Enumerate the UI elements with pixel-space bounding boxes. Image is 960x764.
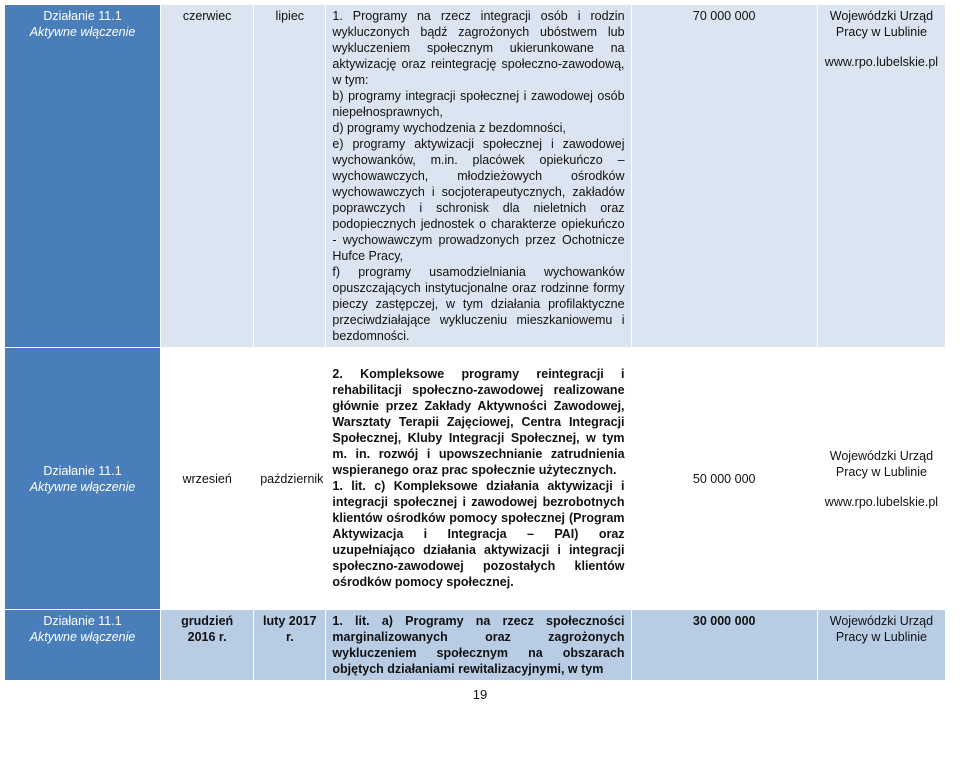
action-title: Działanie 11.1 (43, 614, 122, 628)
action-cell (5, 5, 161, 348)
action-title: Działanie 11.1 (43, 9, 122, 23)
start-month: wrzesień (182, 471, 232, 486)
action-cell (5, 610, 161, 681)
description-paragraph: 1. Programy na rzecz integracji osób i rodzin wykluczonych bądź zagrożonych ubóstwem lub wykluczeniem społecznym ukierunkowane na aktywizację oraz reintegrację społeczno-zawodową, w tym: (332, 9, 625, 87)
start-month: grudzień 2016 r. (181, 614, 234, 644)
amount-cell (631, 348, 817, 610)
institution-name: Wojewódzki Urząd Pracy w Lublinie (829, 9, 934, 39)
institution-name: Wojewódzki Urząd Pracy w Lublinie (829, 614, 934, 644)
institution-name: Wojewódzki Urząd Pracy w Lublinie (829, 448, 934, 479)
institution-cell (817, 348, 945, 610)
start-month-cell (161, 610, 254, 681)
description-paragraph: 2. Kompleksowe programy reintegracji i rehabilitacji społeczno-zawodowej realizowane głównie przez Zakłady Aktywności Zawodowej, Warsztaty Terapii Zajęciowej, Centra Integracji Społecznej, Kluby Integracji Społecznej, w tym m. in. rozwój i upowszechnianie zatrudnienia wspieranego oraz prac społecznie użytecznych. (332, 367, 625, 477)
table-row (5, 348, 946, 610)
end-month-cell (254, 610, 326, 681)
description-paragraph: f) programy usamodzielniania wychowanków opuszczających instytucjonalne oraz rodzinne formy pieczy zastępczej, w tym działania profilaktyczne przeciwdziałające wykluczeniu mieszkaniowemu i bezdomności. (332, 265, 625, 343)
description-paragraph: 1. lit. c) Kompleksowe działania aktywizacji i integracji społecznej i zawodowej bezrobotnych klientów ośrodków pomocy społecznej (Program Aktywizacja i Integracja – PAI) oraz uzupełniająco działania aktywizacji i integracji społeczno-zawodowej pozostałych klientów ośrodków pomocy społecznej. (332, 479, 625, 589)
table-row (5, 5, 946, 348)
description-paragraph: d) programy wychodzenia z bezdomności, (332, 121, 566, 135)
description-paragraph: b) programy integracji społecznej i zawodowej osób niepełnosprawnych, (332, 89, 625, 119)
amount-value: 70 000 000 (692, 9, 756, 23)
description-paragraph: e) programy aktywizacji społecznej i zawodowej wychowanków, m.in. placówek opiekuńczo – wychowawczych, młodzieżowych ośrodków wychowawczych i socjoterapeutycznych, zakładów poprawczych i schronisk dla nieletnich oraz podopiecznych jednostek o charakterze opiekuńczo - wychowawczym prowadzonych przez Ochotnicze Hufce Pracy, (332, 137, 625, 263)
start-month: czerwiec (182, 9, 232, 23)
amount-value: 50 000 000 (692, 471, 756, 486)
amount-cell (631, 5, 817, 348)
action-subtitle: Aktywne włączenie (29, 479, 136, 494)
action-title: Działanie 11.1 (43, 463, 122, 478)
amount-cell (631, 610, 817, 681)
description-cell (326, 5, 631, 348)
end-month-cell (254, 348, 326, 610)
institution-cell (817, 610, 945, 681)
institution-url[interactable]: www.rpo.lubelskie.pl (824, 55, 939, 69)
table-row (5, 610, 946, 681)
description-cell (326, 610, 631, 681)
start-month-cell (161, 5, 254, 348)
end-month-cell (254, 5, 326, 348)
action-subtitle: Aktywne włączenie (29, 25, 136, 39)
description-cell (326, 348, 631, 610)
amount-value: 30 000 000 (692, 614, 756, 628)
competitions-schedule-table (4, 4, 946, 681)
description-paragraph: 1. lit. a) Programy na rzecz społeczności marginalizowanych oraz zagrożonych wykluczeniem społecznym na obszarach objętych działaniami rewitalizacyjnymi, w tym (332, 614, 625, 676)
end-month: luty 2017 r. (263, 614, 317, 644)
page-number: 19 (472, 687, 488, 702)
action-subtitle: Aktywne włączenie (29, 630, 136, 644)
institution-url[interactable]: www.rpo.lubelskie.pl (824, 494, 939, 509)
start-month-cell (161, 348, 254, 610)
end-month: lipiec (275, 9, 305, 23)
institution-cell (817, 5, 945, 348)
action-cell (5, 348, 161, 610)
end-month: październik (260, 471, 324, 486)
